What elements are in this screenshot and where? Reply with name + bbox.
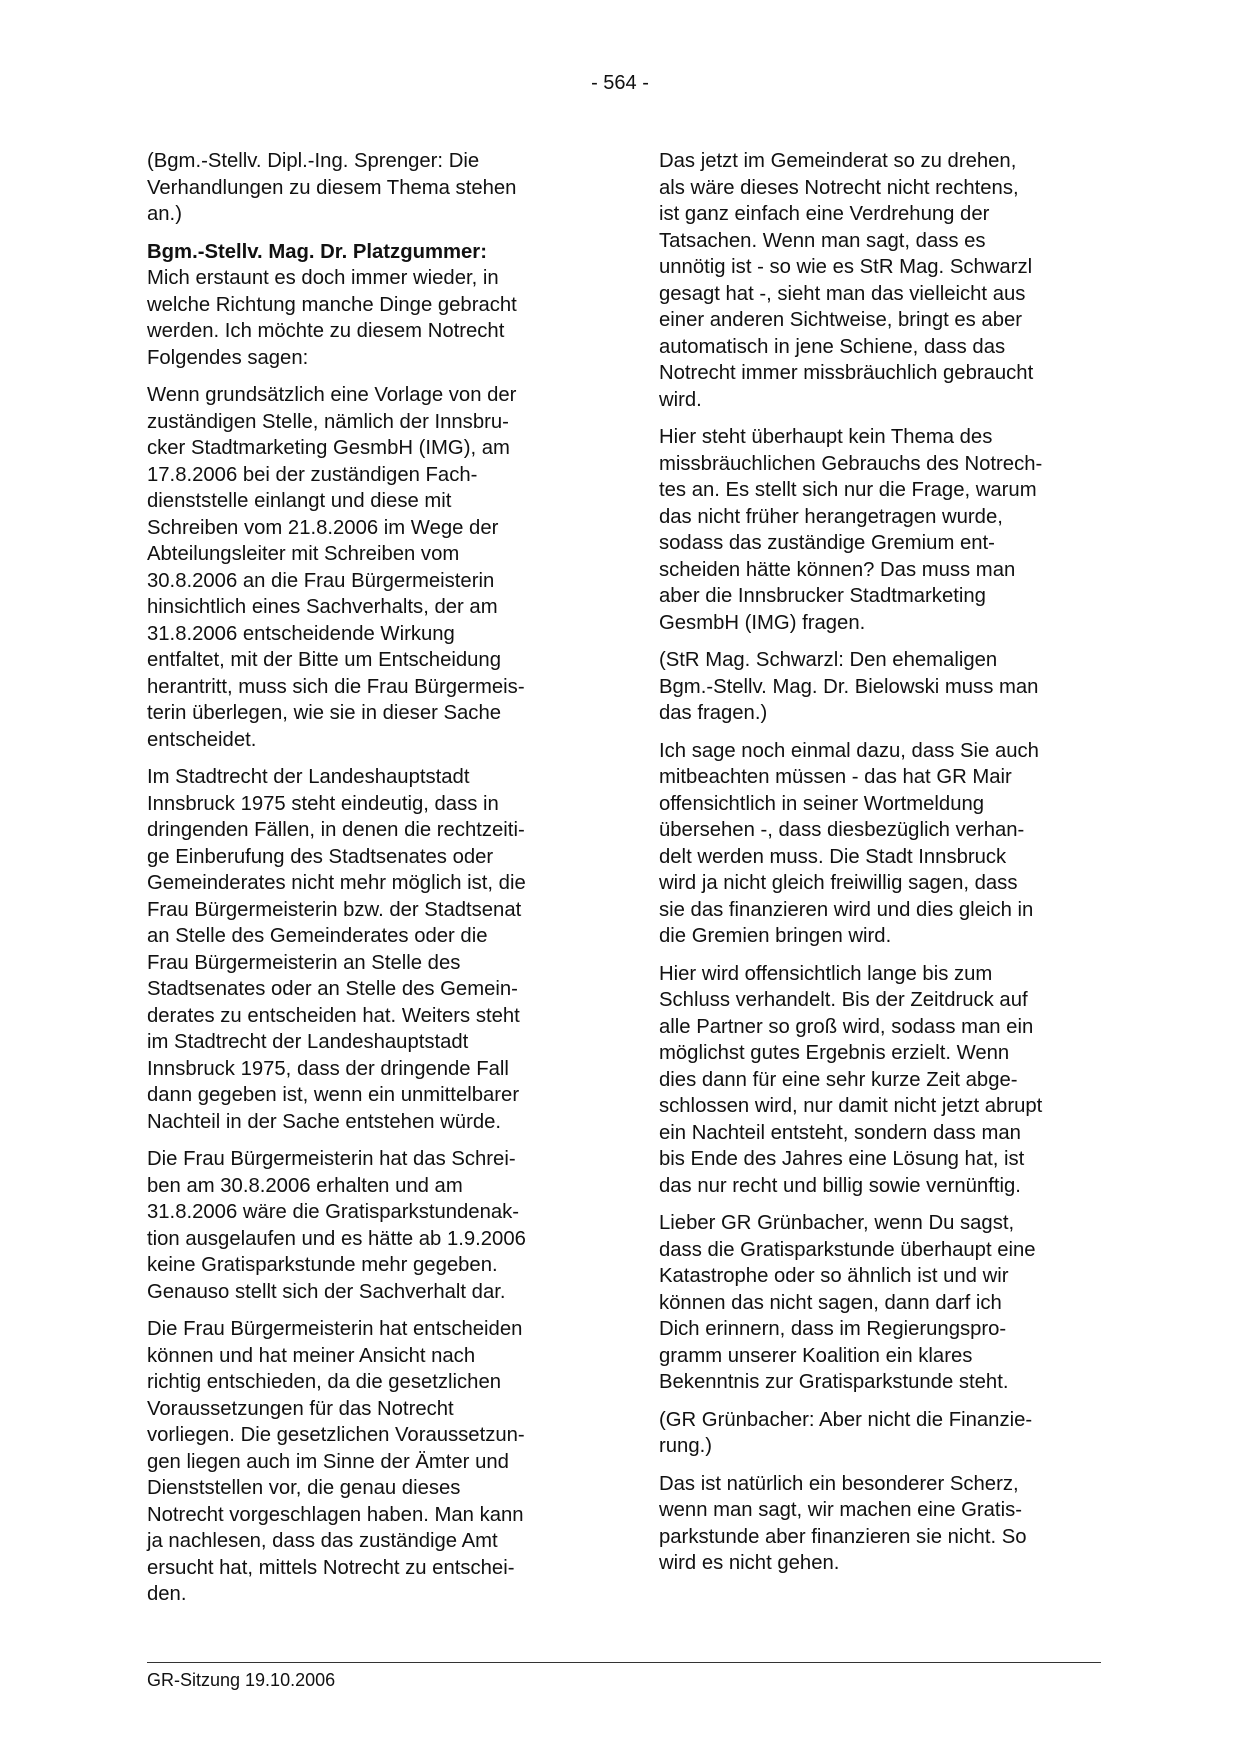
paragraph-text: Mich erstaunt es doch immer wieder, in welche Richtung manche Dinge gebracht werden. Ich möchte zu diesem Notrecht Folgendes sagen: — [147, 267, 517, 369]
paragraph: Hier wird offensichtlich lange bis zum Schluss verhandelt. Bis der Zeitdruck auf alle Partner so groß wird, sodass man ein möglichst gutes Ergebnis erzielt. Wenn dies dann für eine sehr kurze Zeit abge- schlossen wird, nur damit nicht jetzt abrupt ein Nachteil entsteht, sondern dass man bis Ende des Jahres eine Lösung hat, ist das nur recht und billig sowie vernünftig. — [659, 962, 1043, 1197]
paragraph: Hier steht überhaupt kein Thema des missbräuchlichen Gebrauchs des Notrech- tes an. Es stellt sich nur die Frage, warum das nicht früher herangetragen wurde, sodass das zuständige Gremium ent- scheiden hätte können? Das muss man aber die Innsbrucker Stadtmarketing GesmbH (IMG) fragen. — [659, 426, 1043, 634]
paragraph: Das jetzt im Gemeinderat so zu drehen, als wäre dieses Notrecht nicht rechtens, ist ganz einfach eine Verdrehung der Tatsachen. Wenn man sagt, dass es unnötig ist - so wie es StR Mag. Schwarzl gesagt hat -, sieht man das vielleicht aus einer anderen Sichtweise, bringt es aber automatisch in jene Schiene, dass das Notrecht immer missbräuchlich gebraucht wird. — [659, 150, 1034, 411]
left-column — [147, 148, 582, 1619]
paragraph: Im Stadtrecht der Landeshauptstadt Innsbruck 1975 steht eindeutig, dass in dringenden Fällen, in denen die rechtzeiti- ge Einberufung des Stadtsenates oder Gemeinderates nicht mehr möglich ist, die Frau Bürgermeisterin bzw. der Stadtsenat an Stelle des Gemeinderates oder die Frau Bürgermeisterin an Stelle des Stadtsenates oder an Stelle des Gemein- derates zu entscheiden hat. Weiters steht im Stadtrecht der Landeshauptstadt Innsbruck 1975, dass der dringende Fall dann gegeben ist, wenn ein unmittelbarer Nachteil in der Sache entstehen würde. — [147, 766, 526, 1133]
paragraph-speaker-platzgummer — [147, 239, 582, 372]
paragraph: Lieber GR Grünbacher, wenn Du sagst, dass die Gratisparkstunde überhaupt eine Katastrophe oder so ähnlich ist und wir können das nicht sagen, dann darf ich Dich erinnern, dass im Regierungspro- gramm unserer Koalition ein klares Bekenntnis zur Gratisparkstunde steht. — [659, 1212, 1036, 1393]
footer-session-date: GR-Sitzung 19.10.2006 — [147, 1670, 336, 1690]
paragraph-interjection-schwarzl: (StR Mag. Schwarzl: Den ehemaligen Bgm.-Stellv. Mag. Dr. Bielowski muss man das fragen.) — [659, 649, 1039, 724]
footer-divider — [147, 1662, 1101, 1663]
speaker-name: Bgm.-Stellv. Mag. Dr. Platzgummer: — [147, 240, 487, 263]
right-column — [659, 148, 1099, 1588]
paragraph-interjection-sprenger: (Bgm.-Stellv. Dipl.-Ing. Sprenger: Die Verhandlungen zu diesem Thema stehen an.) — [147, 150, 517, 225]
page-number: - 564 - — [591, 72, 649, 94]
paragraph: Ich sage noch einmal dazu, dass Sie auch mitbeachten müssen - das hat GR Mair offensichtlich in seiner Wortmeldung übersehen -, dass diesbezüglich verhan- delt werden muss. Die Stadt Innsbruck wird ja nicht gleich freiwillig sagen, dass sie das finanzieren wird und dies gleich in die Gremien bringen wird. — [659, 739, 1039, 947]
paragraph-interjection-gruenbacher: (GR Grünbacher: Aber nicht die Finanzie- rung.) — [659, 1408, 1033, 1457]
paragraph: Die Frau Bürgermeisterin hat das Schrei- ben am 30.8.2006 erhalten und am 31.8.2006 wäre die Gratisparkstundenak- tion ausgelaufen und es hätte ab 1.9.2006 keine Gratisparkstunde mehr gegeben. Genauso stellt sich der Sachverhalt dar. — [147, 1148, 526, 1303]
paragraph: Wenn grundsätzlich eine Vorlage von der zuständigen Stelle, nämlich der Innsbru- cker Stadtmarketing GesmbH (IMG), am 17.8.2006 bei der zuständigen Fach- dienststelle einlangt und diese mit Schreiben vom 21.8.2006 im Wege der Abteilungsleiter mit Schreiben vom 30.8.2006 an die Frau Bürgermeisterin hinsichtlich eines Sachverhalts, der am 31.8.2006 entscheidende Wirkung entfaltet, mit der Bitte um Entscheidung herantritt, muss sich die Frau Bürgermeis- terin überlegen, wie sie in dieser Sache entscheidet. — [147, 384, 525, 751]
paragraph: Die Frau Bürgermeisterin hat entscheiden können und hat meiner Ansicht nach richtig entschieden, da die gesetzlichen Voraussetzungen für das Notrecht vorliegen. Die gesetzlichen Voraussetzun- gen liegen auch im Sinne der Ämter und Dienststellen vor, die genau dieses Notrecht vorgeschlagen haben. Man kann ja nachlesen, dass das zuständige Amt ersucht hat, mittels Notrecht zu entschei- den. — [147, 1318, 525, 1605]
paragraph: Das ist natürlich ein besonderer Scherz, wenn man sagt, wir machen eine Gratis- parkstunde aber finanzieren sie nicht. So wird es nicht gehen. — [659, 1472, 1027, 1574]
